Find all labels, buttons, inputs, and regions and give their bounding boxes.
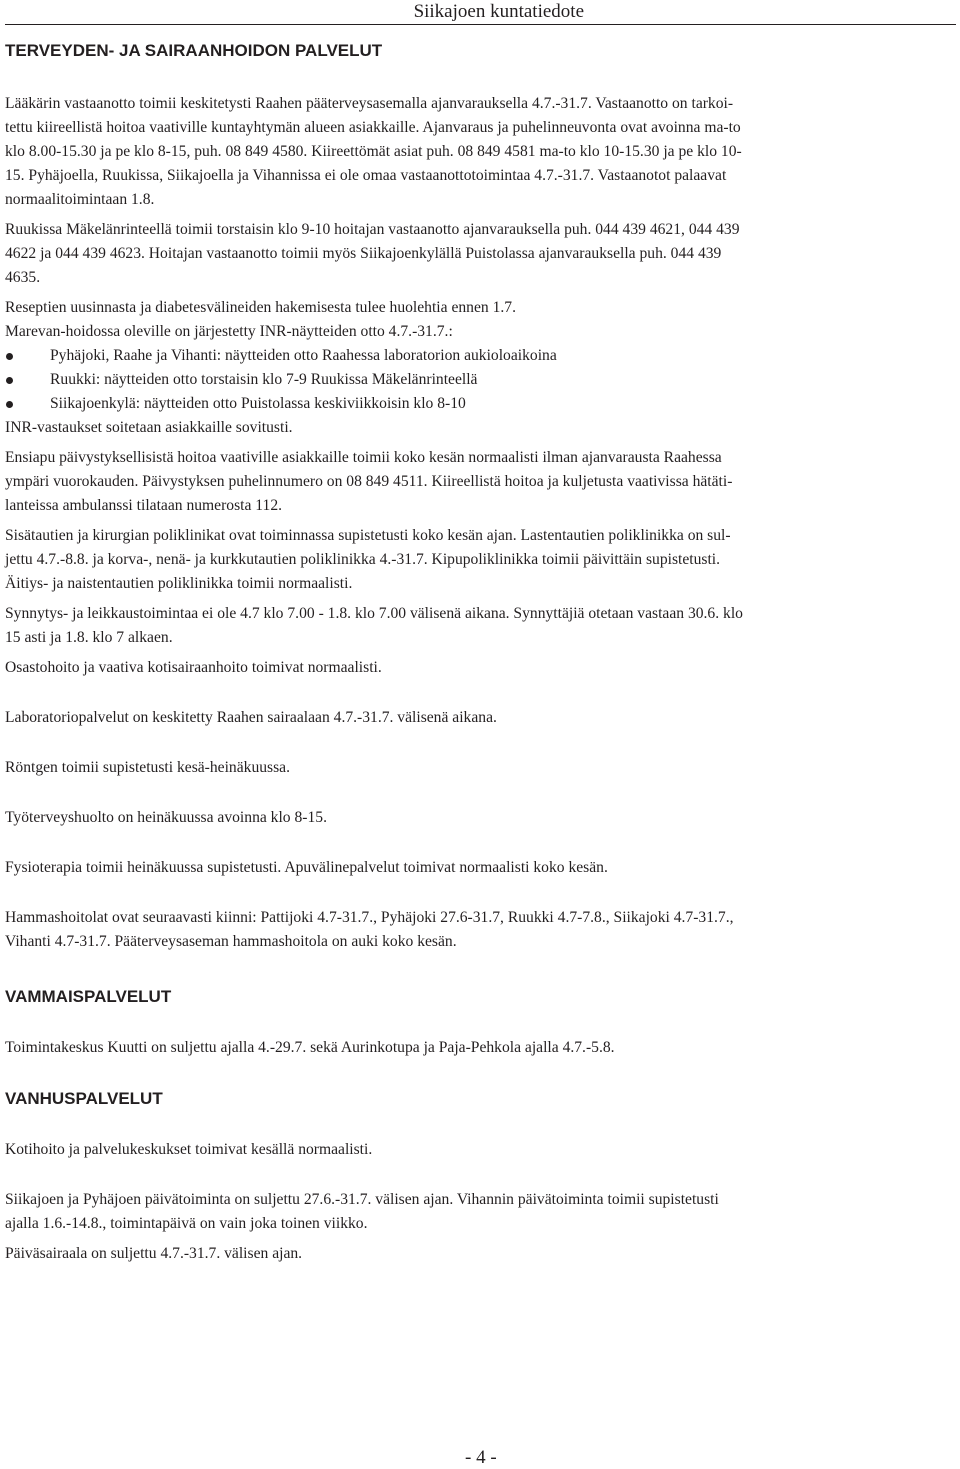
- text-line: Ruukissa Mäkelänrinteellä toimii torstaisin klo 9-10 hoitajan vastaanotto ajanvarauksella puh. 044 439 4621, 044 439: [5, 221, 740, 238]
- paragraph-day-activities: [5, 1188, 956, 1236]
- text-line: lanteissa ambulanssi tilataan numerosta 112.: [5, 497, 283, 514]
- list-item: [5, 392, 956, 416]
- text-line: normaalitoimintaan 1.8.: [5, 191, 155, 208]
- text-line: Ensiapu päivystyksellisistä hoitoa vaativille asiakkaille toimii koko kesän normaalisti ilman ajanvarausta Raahessa: [5, 449, 722, 466]
- text-line: Osastohoito ja vaativa kotisairaanhoito toimivat normaalisti.: [5, 659, 382, 676]
- list-item-text: Ruukki: näytteiden otto torstaisin klo 7-9 Ruukissa Mäkelänrinteellä: [50, 371, 478, 388]
- text-line: Päiväsairaala on suljettu 4.7.-31.7. välisen ajan.: [5, 1245, 303, 1262]
- text-line: Vihanti 4.7-31.7. Pääterveysaseman hammashoitola on auki koko kesän.: [5, 933, 457, 950]
- text-line: Röntgen toimii supistetusti kesä-heinäkuussa.: [5, 759, 290, 776]
- paragraph-doctor-reception: [5, 92, 956, 212]
- text-line: Reseptien uusinnasta ja diabetesvälineiden hakemisesta tulee huolehtia ennen 1.7.: [5, 299, 516, 316]
- text-line: klo 8.00-15.30 ja pe klo 8-15, puh. 08 849 4580. Kiireettömät asiat puh. 08 849 4581 ma-to klo 10-15.30 ja pe klo 10-: [5, 143, 742, 160]
- text-line: Lääkärin vastaanotto toimii keskitetysti Raahen pääterveysasemalla ajanvarauksella 4.7.-31.7. Vastaanotto on tarkoi-: [5, 95, 734, 112]
- section-title-disability: VAMMAISPALVELUT: [5, 987, 172, 1006]
- paragraph-xray: [5, 756, 956, 780]
- document-page: [5, 0, 956, 1468]
- paragraph-births-surgery: [5, 602, 956, 650]
- text-line: Työterveyshuolto on heinäkuussa avoinna klo 8-15.: [5, 809, 327, 826]
- text-line: INR-vastaukset soitetaan asiakkaille sovitusti.: [5, 419, 293, 436]
- inr-sampling-list: [5, 344, 956, 416]
- text-line: tettu kiireellistä hoitoa vaativille kuntayhtymän alueen asiakkaille. Ajanvaraus ja puhelinneuvonta ovat avoinna ma-to: [5, 119, 741, 136]
- text-line: ajalla 1.6.-14.8., toimintapäivä on vain joka toinen viikko.: [5, 1215, 368, 1232]
- paragraph-occupational-health: [5, 806, 956, 830]
- text-line: Toimintakeskus Kuutti on suljettu ajalla 4.-29.7. sekä Aurinkotupa ja Paja-Pehkola ajalla 4.7.-5.8.: [5, 1039, 615, 1056]
- section-title-elderly: VANHUSPALVELUT: [5, 1089, 163, 1108]
- list-item: [5, 344, 956, 368]
- paragraph-activity-center: [5, 1036, 956, 1060]
- text-line: 15. Pyhäjoella, Ruukissa, Siikajoella ja Vihannissa ei ole omaa vastaanottotoimintaa 4.7.-31.7. Vastaanotot palaavat: [5, 167, 727, 184]
- page-number: - 4 -: [465, 1447, 497, 1468]
- text-line: Äitiys- ja naistentautien poliklinikka toimii normaalisti.: [5, 575, 353, 592]
- text-line: jettu 4.7.-8.8. ja korva-, nenä- ja kurkkutautien poliklinikka 4.-31.7. Kipupoliklinikka toimii päivittäin supistetusti.: [5, 551, 721, 568]
- publication-name: Siikajoen kuntatiedote: [413, 1, 584, 22]
- text-line: 4622 ja 044 439 4623. Hoitajan vastaanotto toimii myös Siikajoenkylällä Puistolassa ajanvarauksella puh. 044 439: [5, 245, 722, 262]
- text-line: Laboratoriopalvelut on keskitetty Raahen sairaalaan 4.7.-31.7. välisenä aikana.: [5, 709, 497, 726]
- list-item-text: Siikajoenkylä: näytteiden otto Puistolassa keskiviikkoisin klo 8-10: [50, 395, 466, 412]
- text-line: Kotihoito ja palvelukeskukset toimivat kesällä normaalisti.: [5, 1141, 373, 1158]
- text-line: 15 asti ja 1.8. klo 7 alkaen.: [5, 629, 173, 646]
- bullet-icon: [6, 353, 13, 360]
- section-title-health: TERVEYDEN- JA SAIRAANHOIDON PALVELUT: [5, 41, 383, 60]
- paragraph-physiotherapy: [5, 856, 956, 880]
- text-line: Synnytys- ja leikkaustoimintaa ei ole 4.7 klo 7.00 - 1.8. klo 7.00 välisenä aikana. Synnyttäjiä otetaan vastaan 30.6. klo: [5, 605, 743, 622]
- paragraph-home-care: [5, 1138, 956, 1162]
- list-item: [5, 368, 956, 392]
- text-line: Sisätautien ja kirurgian poliklinikat ovat toiminnassa supistetusti koko kesän ajan. Lastentautien poliklinikka on sul-: [5, 527, 731, 544]
- paragraph-dental-clinics: [5, 906, 956, 954]
- text-line: Fysioterapia toimii heinäkuussa supistetusti. Apuvälinepalvelut toimivat normaalisti koko kesän.: [5, 859, 608, 876]
- paragraph-ward-care: [5, 656, 956, 680]
- paragraph-prescriptions: [5, 296, 956, 440]
- list-item-text: Pyhäjoki, Raahe ja Vihanti: näytteiden otto Raahessa laboratorion aukioloaikoina: [50, 347, 557, 364]
- text-line: 4635.: [5, 269, 41, 286]
- paragraph-day-hospital: [5, 1242, 956, 1266]
- text-line: ympäri vuorokauden. Päivystyksen puhelinnumero on 08 849 4511. Kiireellistä hoitoa ja kuljetusta vaativissa hätäti-: [5, 473, 733, 490]
- paragraph-first-aid: [5, 446, 956, 518]
- text-line: Siikajoen ja Pyhäjoen päivätoiminta on suljettu 27.6.-31.7. välisen ajan. Vihannin päivätoiminta toimii supistetusti: [5, 1191, 719, 1208]
- bullet-icon: [6, 377, 13, 384]
- text-line: Hammashoitolat ovat seuraavasti kiinni: Pattijoki 4.7-31.7., Pyhäjoki 27.6-31.7, Ruukki 4.7-7.8., Siikajoki 4.7-31.7.,: [5, 909, 734, 926]
- text-line: Marevan-hoidossa oleville on järjestetty INR-näytteiden otto 4.7.-31.7.:: [5, 323, 453, 340]
- paragraph-laboratory: [5, 706, 956, 730]
- bullet-icon: [6, 401, 13, 408]
- header-divider: [5, 24, 956, 25]
- paragraph-outpatient-clinics: [5, 524, 956, 596]
- paragraph-nurse-reception: [5, 218, 956, 290]
